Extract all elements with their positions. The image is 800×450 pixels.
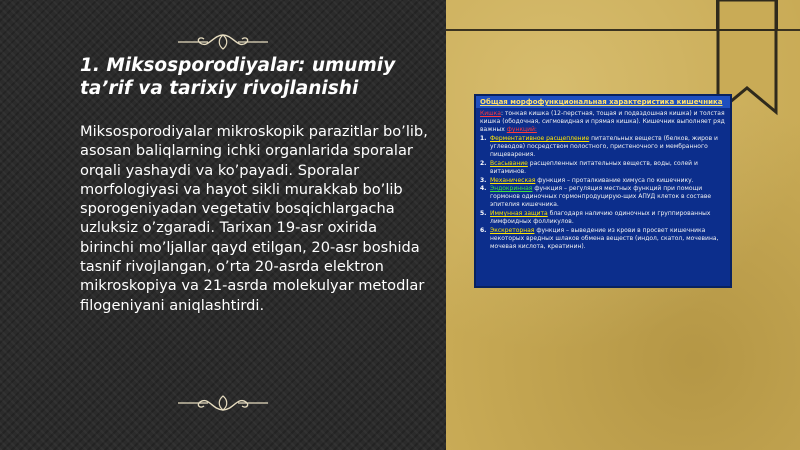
inset-item-highlight: Всасывание (490, 159, 528, 167)
inset-list-item (480, 210, 726, 226)
inset-item-text: расщепленных питательных веществ, воды, солей и витаминов. (490, 159, 698, 175)
intestine-reference-image (476, 96, 730, 286)
inset-item-number: 1. (480, 135, 487, 142)
inset-list-item (480, 185, 726, 209)
inset-list-item (480, 135, 726, 159)
slide-title: 1. Miksosporodiyalar: umumiy ta’rif va tarixiy rivojlanishi (80, 55, 396, 99)
inset-item-number: 4. (480, 185, 487, 193)
inset-intro-tail: функций: (506, 126, 537, 133)
inset-intro-text: : тонкая кишка (12-перстная, тощая и подвздошная кишка) и толстая кишка (ободочная, сигмовидная и прямая кишка). Кишечник выполняет ряд важных (480, 110, 725, 133)
inset-item-highlight: Ферментативное расщепление (490, 135, 590, 142)
inset-list-item (480, 227, 726, 251)
inset-function-list (476, 135, 730, 251)
inset-intro-highlight: Кишка (480, 110, 501, 117)
inset-list-item (480, 177, 726, 185)
inset-item-number: 6. (480, 226, 487, 234)
inset-list-item (480, 160, 726, 176)
slide-body-text: Miksosporodiyalar mikroskopik parazitlar bo’lib, asosan baliqlarning ichki organlarida sporalar orqali yashaydi va ko’payadi. Sporalar morfologiyasi va hayot sikli murakkab bo’lib sporogeniyadan vegetativ bosqichlargacha uzluksiz o’zgaradi. Tarixan 19-asr oxirida birinchi mo’ljallar qayd etilgan, 20-asr boshida tasnif rivojlangan, o’rta 20-asrda elektron mikroskopiya va 21-asrda molekulyar metodlar filogeniyani aniqlashtirdi. (80, 123, 428, 314)
inset-item-text: благодаря наличию одиночных и группированных лимфоидных фолликулов. (490, 210, 711, 226)
inset-intro (476, 108, 730, 135)
inset-item-number: 2. (480, 159, 487, 167)
inset-item-number: 3. (480, 176, 487, 184)
inset-item-highlight: Иммунная защита (490, 210, 548, 218)
ornament-bottom-icon (178, 392, 268, 414)
ornament-top-icon (178, 31, 268, 53)
inset-item-highlight: Эндокринная (490, 185, 533, 193)
inset-title: Общая морфофункциональная характеристика кишечника (476, 96, 730, 108)
inset-item-highlight: Механическая (490, 176, 536, 184)
inset-item-text: питательных веществ (белков, жиров и углеводов) посредством полостного, пристеночного и мембранного пищеварения. (490, 135, 718, 158)
inset-item-highlight: Экскреторная (490, 226, 535, 234)
inset-item-number: 5. (480, 210, 487, 218)
inset-item-text: функция – регуляция местных функций при помощи гормонов одиночных гормонпродуцирую-щих АПУД клеток в составе эпителия кишечника. (490, 185, 712, 209)
inset-item-text: функция – выведение из крови в просвет кишечника некоторых вредных шлаков обмена веществ (индол, скатол, мочевина, мочевая кислота, креатинин). (490, 226, 719, 250)
inset-item-text: функция – проталкивание химуса по кишечнику. (535, 176, 694, 184)
